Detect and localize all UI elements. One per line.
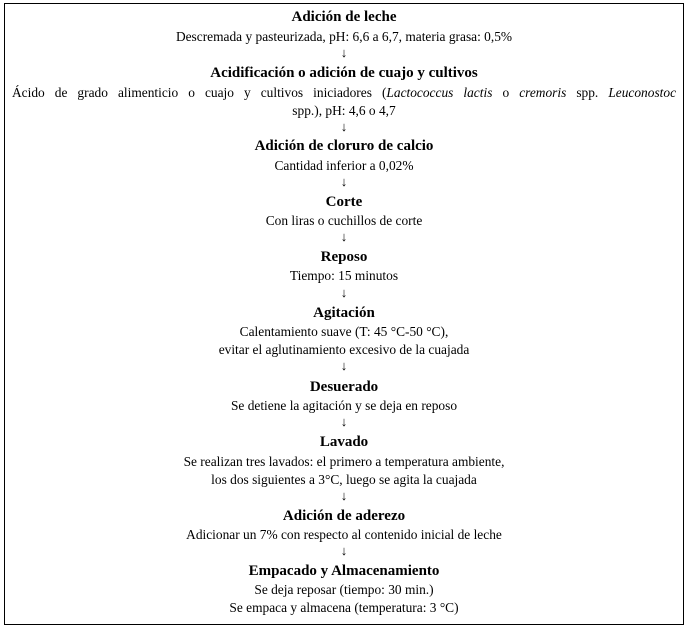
flow-arrow: ↓ [340,285,348,300]
step-detail-dressing: Adicionar un 7% con respecto al contenido inicial de leche [186,527,502,542]
step-detail-packaging-line1: Se deja reposar (tiempo: 30 min.) [254,582,434,597]
step-detail-agitation-line2: evitar el aglutinamiento excesivo de la cuajada [218,342,470,357]
step-title-packaging: Empacado y Almacenamiento [248,563,440,579]
flow-arrow: ↓ [340,488,348,503]
step-title-agitation: Agitación [313,305,375,321]
step-title-acidification: Acidificación o adición de cuajo y cultivos [210,65,478,81]
step-title-washing: Lavado [319,434,369,450]
step-title-rest: Reposo [320,249,368,265]
step-detail-rest: Tiempo: 15 minutos [289,268,399,283]
species-cremoris: cremoris [519,85,567,100]
step-title-cutting: Corte [325,194,363,210]
step-title-dressing: Adición de aderezo [282,508,406,524]
flow-arrow: ↓ [340,229,348,244]
species-leuconostoc: Leuconostoc [608,85,677,100]
step-detail-cutting: Con liras o cuchillos de corte [265,213,423,228]
species-lactococcus: Lactococcus lactis [386,85,493,100]
step-detail-agitation-line1: Calentamiento suave (T: 45 °C-50 °C), [239,324,449,339]
flow-arrow: ↓ [340,543,348,558]
step-detail-washing-line2: los dos siguientes a 3°C, luego se agita la cuajada [211,472,477,487]
step-detail-acidification-line2: spp.), pH: 4,6 o 4,7 [292,103,396,118]
step-detail-whey-removal: Se detiene la agitación y se deja en reposo [230,398,458,413]
step-title-calcium-chloride: Adición de cloruro de calcio [254,138,434,154]
step-detail-calcium-chloride: Cantidad inferior a 0,02% [274,158,414,173]
flow-arrow: ↓ [340,119,348,134]
flow-arrow: ↓ [340,414,348,429]
step-detail-milk: Descremada y pasteurizada, pH: 6,6 a 6,7, materia grasa: 0,5% [175,29,513,44]
flow-arrow: ↓ [340,358,348,373]
step-detail-packaging-line2: Se empaca y almacena (temperatura: 3 °C) [229,600,459,615]
step-title-whey-removal: Desuerado [309,379,379,395]
step-detail-washing-line1: Se realizan tres lavados: el primero a temperatura ambiente, [183,454,505,469]
flow-arrow: ↓ [340,174,348,189]
step-title-milk: Adición de leche [291,9,397,25]
flow-arrow: ↓ [340,45,348,60]
step-detail-acidification-line1: Ácido de grado alimenticio o cuajo y cultivos iniciadores (Lactococcus lactis o cremoris spp. Leuconostoc [12,85,677,100]
